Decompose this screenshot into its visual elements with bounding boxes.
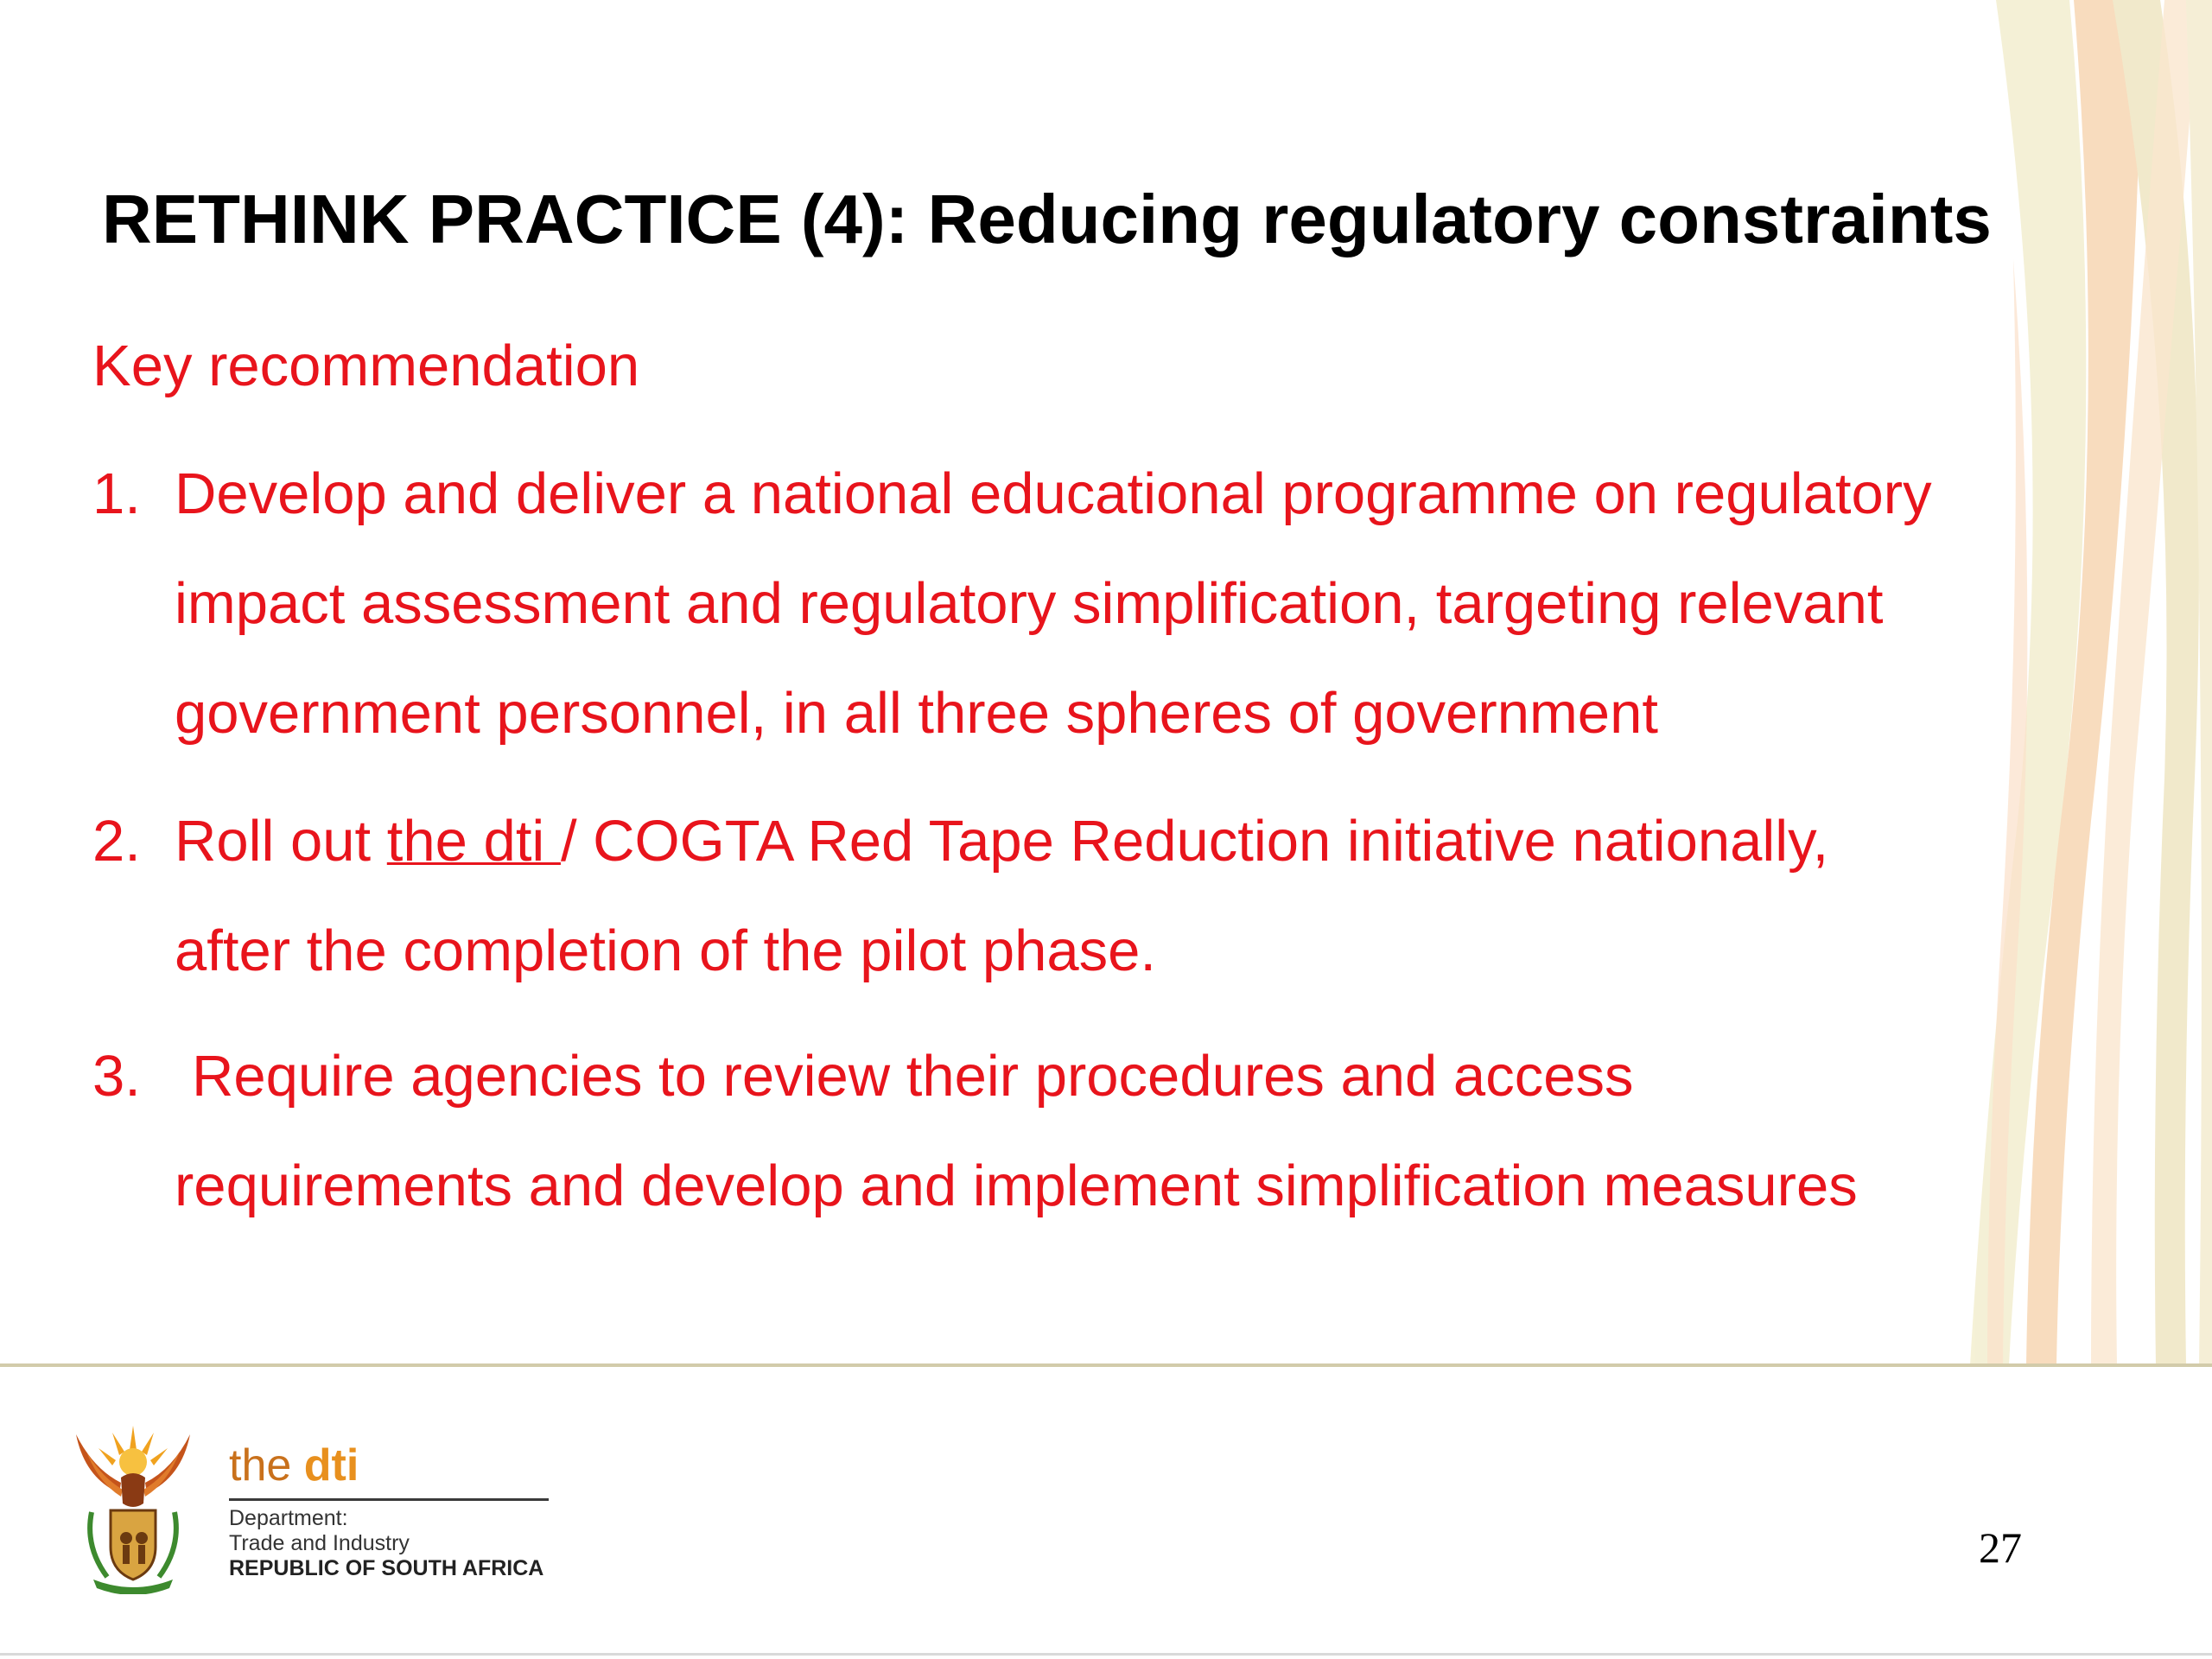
key-recommendation-heading: Key recommendation — [92, 334, 640, 398]
item-number: 1. — [92, 461, 141, 526]
slide-title: RETHINK PRACTICE (4): Reducing regulatory constraints — [102, 181, 1992, 257]
brand-the: the — [229, 1440, 292, 1491]
item-text-line: impact assessment and regulatory simplification, targeting relevant — [175, 571, 1884, 636]
item-text-line: government personnel, in all three spheres of government — [175, 681, 1658, 746]
page-number: 27 — [1979, 1523, 2022, 1572]
item-text-segment: Roll out — [175, 809, 387, 874]
brand-dti: dti — [303, 1440, 359, 1491]
item-text-segment: / COGTA Red Tape Reduction initiative nationally, — [560, 809, 1829, 874]
logo-department-line: Department: — [229, 1506, 348, 1530]
item-number: 2. — [92, 809, 141, 874]
item-text-line: requirements and develop and implement simplification measures — [175, 1154, 1858, 1218]
coat-of-arms-icon — [67, 1417, 199, 1594]
dti-underlined-text: the dti — [386, 809, 561, 874]
item-text-line: after the completion of the pilot phase. — [175, 918, 1156, 983]
item-text-line — [175, 808, 1828, 874]
bottom-border — [0, 1653, 2212, 1656]
item-text-line: Develop and deliver a national educational programme on regulatory — [175, 461, 1932, 526]
item-text-line: Require agencies to review their procedures and access — [192, 1044, 1634, 1109]
dti-logo — [229, 1441, 549, 1581]
logo-divider — [229, 1498, 549, 1501]
footer-divider — [0, 1363, 2212, 1367]
logo-trade-industry-line: Trade and Industry — [229, 1531, 410, 1555]
item-number: 3. — [92, 1044, 141, 1109]
dti-brand-name — [229, 1441, 549, 1490]
logo-republic-line: REPUBLIC OF SOUTH AFRICA — [229, 1556, 544, 1580]
